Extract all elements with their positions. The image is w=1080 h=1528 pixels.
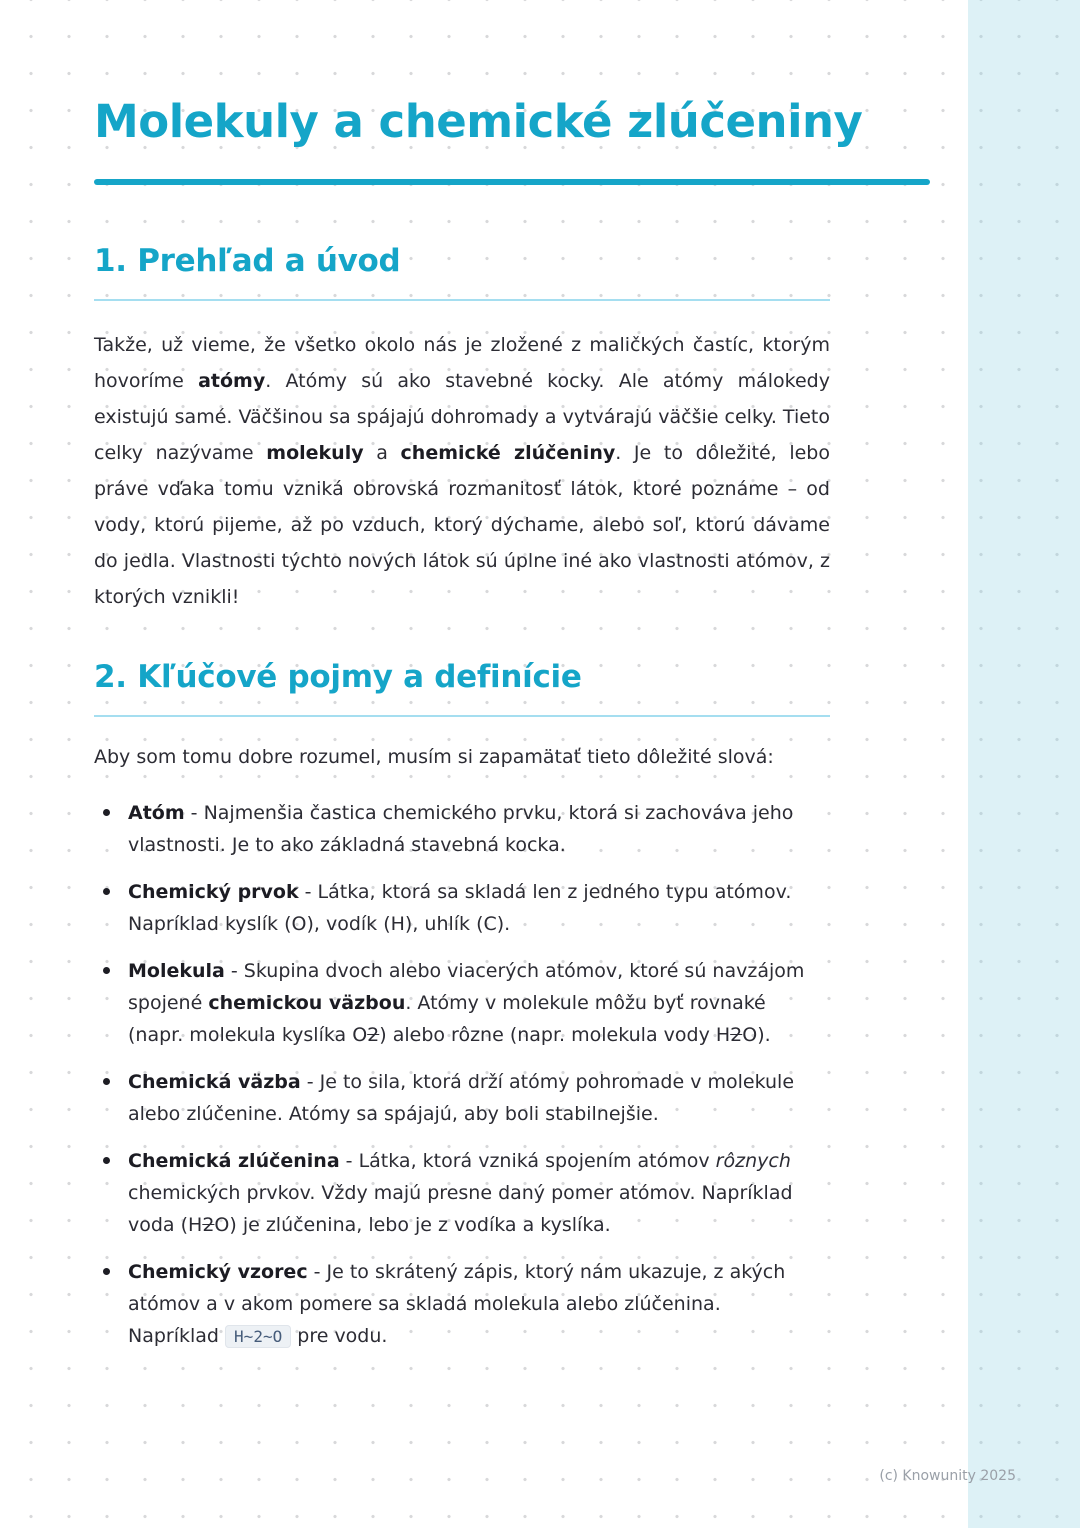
- term-item-chemicky-prvok: [94, 876, 814, 940]
- text-segment: atómy: [198, 370, 266, 393]
- text-segment: . Atómy v molekule môžu byť rovnaké (napr. molekula kyslíka O: [128, 992, 766, 1047]
- section-1-rule: [94, 299, 830, 301]
- copyright: (c) Knowunity 2025: [879, 1468, 1016, 1484]
- text-segment: 2: [367, 1024, 380, 1047]
- terms-intro: Aby som tomu dobre rozumel, musím si zapamätať tieto dôležité slová:: [94, 746, 774, 769]
- text-segment: Chemický prvok: [128, 881, 299, 904]
- text-segment: . Atómy sú ako stavebné kocky. Ale atómy málokedy existujú samé. Väčšinou sa spájajú dohromady a vytvárajú väčšie celky. Tieto celky nazývame: [94, 370, 830, 465]
- text-segment: Chemická zlúčenina: [128, 1150, 340, 1173]
- text-segment: O) je zlúčenina, lebo je z vodíka a kyslíka.: [214, 1214, 611, 1237]
- text-segment: 2: [730, 1024, 743, 1047]
- term-item-chemicky-vzorec: [94, 1256, 814, 1353]
- text-segment: - Látka, ktorá vzniká spojením atómov: [339, 1150, 716, 1173]
- term-item-chemicka-zlucenina: [94, 1145, 814, 1241]
- text-segment: O).: [742, 1024, 771, 1047]
- text-segment: a: [363, 442, 401, 465]
- formula-chip: H~2~O: [225, 1325, 291, 1348]
- section-1-heading: 1. Prehľad a úvod: [94, 243, 401, 280]
- term-item-atom: [94, 797, 814, 861]
- term-item-chemicka-vazba: [94, 1066, 814, 1130]
- intro-paragraph: [94, 327, 830, 615]
- text-segment: chemické zlúčeniny: [400, 442, 616, 465]
- text-segment: Atóm: [128, 802, 185, 825]
- text-segment: chemickou väzbou: [208, 992, 406, 1015]
- text-segment: pre vodu.: [291, 1325, 388, 1348]
- text-segment: rôznych: [715, 1150, 791, 1173]
- text-segment: - Látka, ktorá sa skladá len z jedného typu atómov. Napríklad kyslík (O), vodík (H), uhlík (C).: [128, 881, 792, 936]
- text-segment: Takže, už vieme, že všetko okolo nás je zložené z maličkých častíc, ktorým hovoríme: [94, 334, 830, 393]
- text-segment: Chemická väzba: [128, 1071, 301, 1094]
- text-segment: Chemický vzorec: [128, 1261, 308, 1284]
- section-2-heading: 2. Kľúčové pojmy a definície: [94, 659, 582, 696]
- page-title: Molekuly a chemické zlúčeniny: [94, 95, 863, 148]
- text-segment: - Skupina dvoch alebo viacerých atómov, ktoré sú navzájom spojené: [128, 960, 805, 1015]
- text-segment: Molekula: [128, 960, 225, 983]
- terms-list: [94, 797, 814, 1353]
- title-rule: [94, 179, 930, 185]
- section-2-rule: [94, 715, 830, 717]
- text-segment: ) alebo rôzne (napr. molekula vody H: [379, 1024, 731, 1047]
- text-segment: . Je to dôležité, lebo práve vďaka tomu vzniká obrovská rozmanitosť látok, ktoré poznáme – od vody, ktorú pijeme, až po vzduch, ktorý dýchame, alebo soľ, ktorú dávame do jedla. Vlastnosti týchto nových látok sú úplne iné ako vlastnosti atómov, z ktorých vznikli!: [94, 442, 830, 609]
- text-segment: molekuly: [266, 442, 364, 465]
- text-segment: chemických prvkov. Vždy majú presne daný pomer atómov. Napríklad voda (H: [128, 1182, 793, 1237]
- text-segment: - Je to sila, ktorá drží atómy pohromade v molekule alebo zlúčenine. Atómy sa spájajú, aby boli stabilnejšie.: [128, 1071, 795, 1126]
- text-segment: 2: [202, 1214, 215, 1237]
- term-item-molekula: [94, 955, 814, 1051]
- text-segment: - Je to skrátený zápis, ktorý nám ukazuje, z akých atómov a v akom pomere sa skladá molekula alebo zlúčenina. Napríklad: [128, 1261, 786, 1348]
- text-segment: - Najmenšia častica chemického prvku, ktorá si zachováva jeho vlastnosti. Je to ako základná stavebná kocka.: [128, 802, 794, 857]
